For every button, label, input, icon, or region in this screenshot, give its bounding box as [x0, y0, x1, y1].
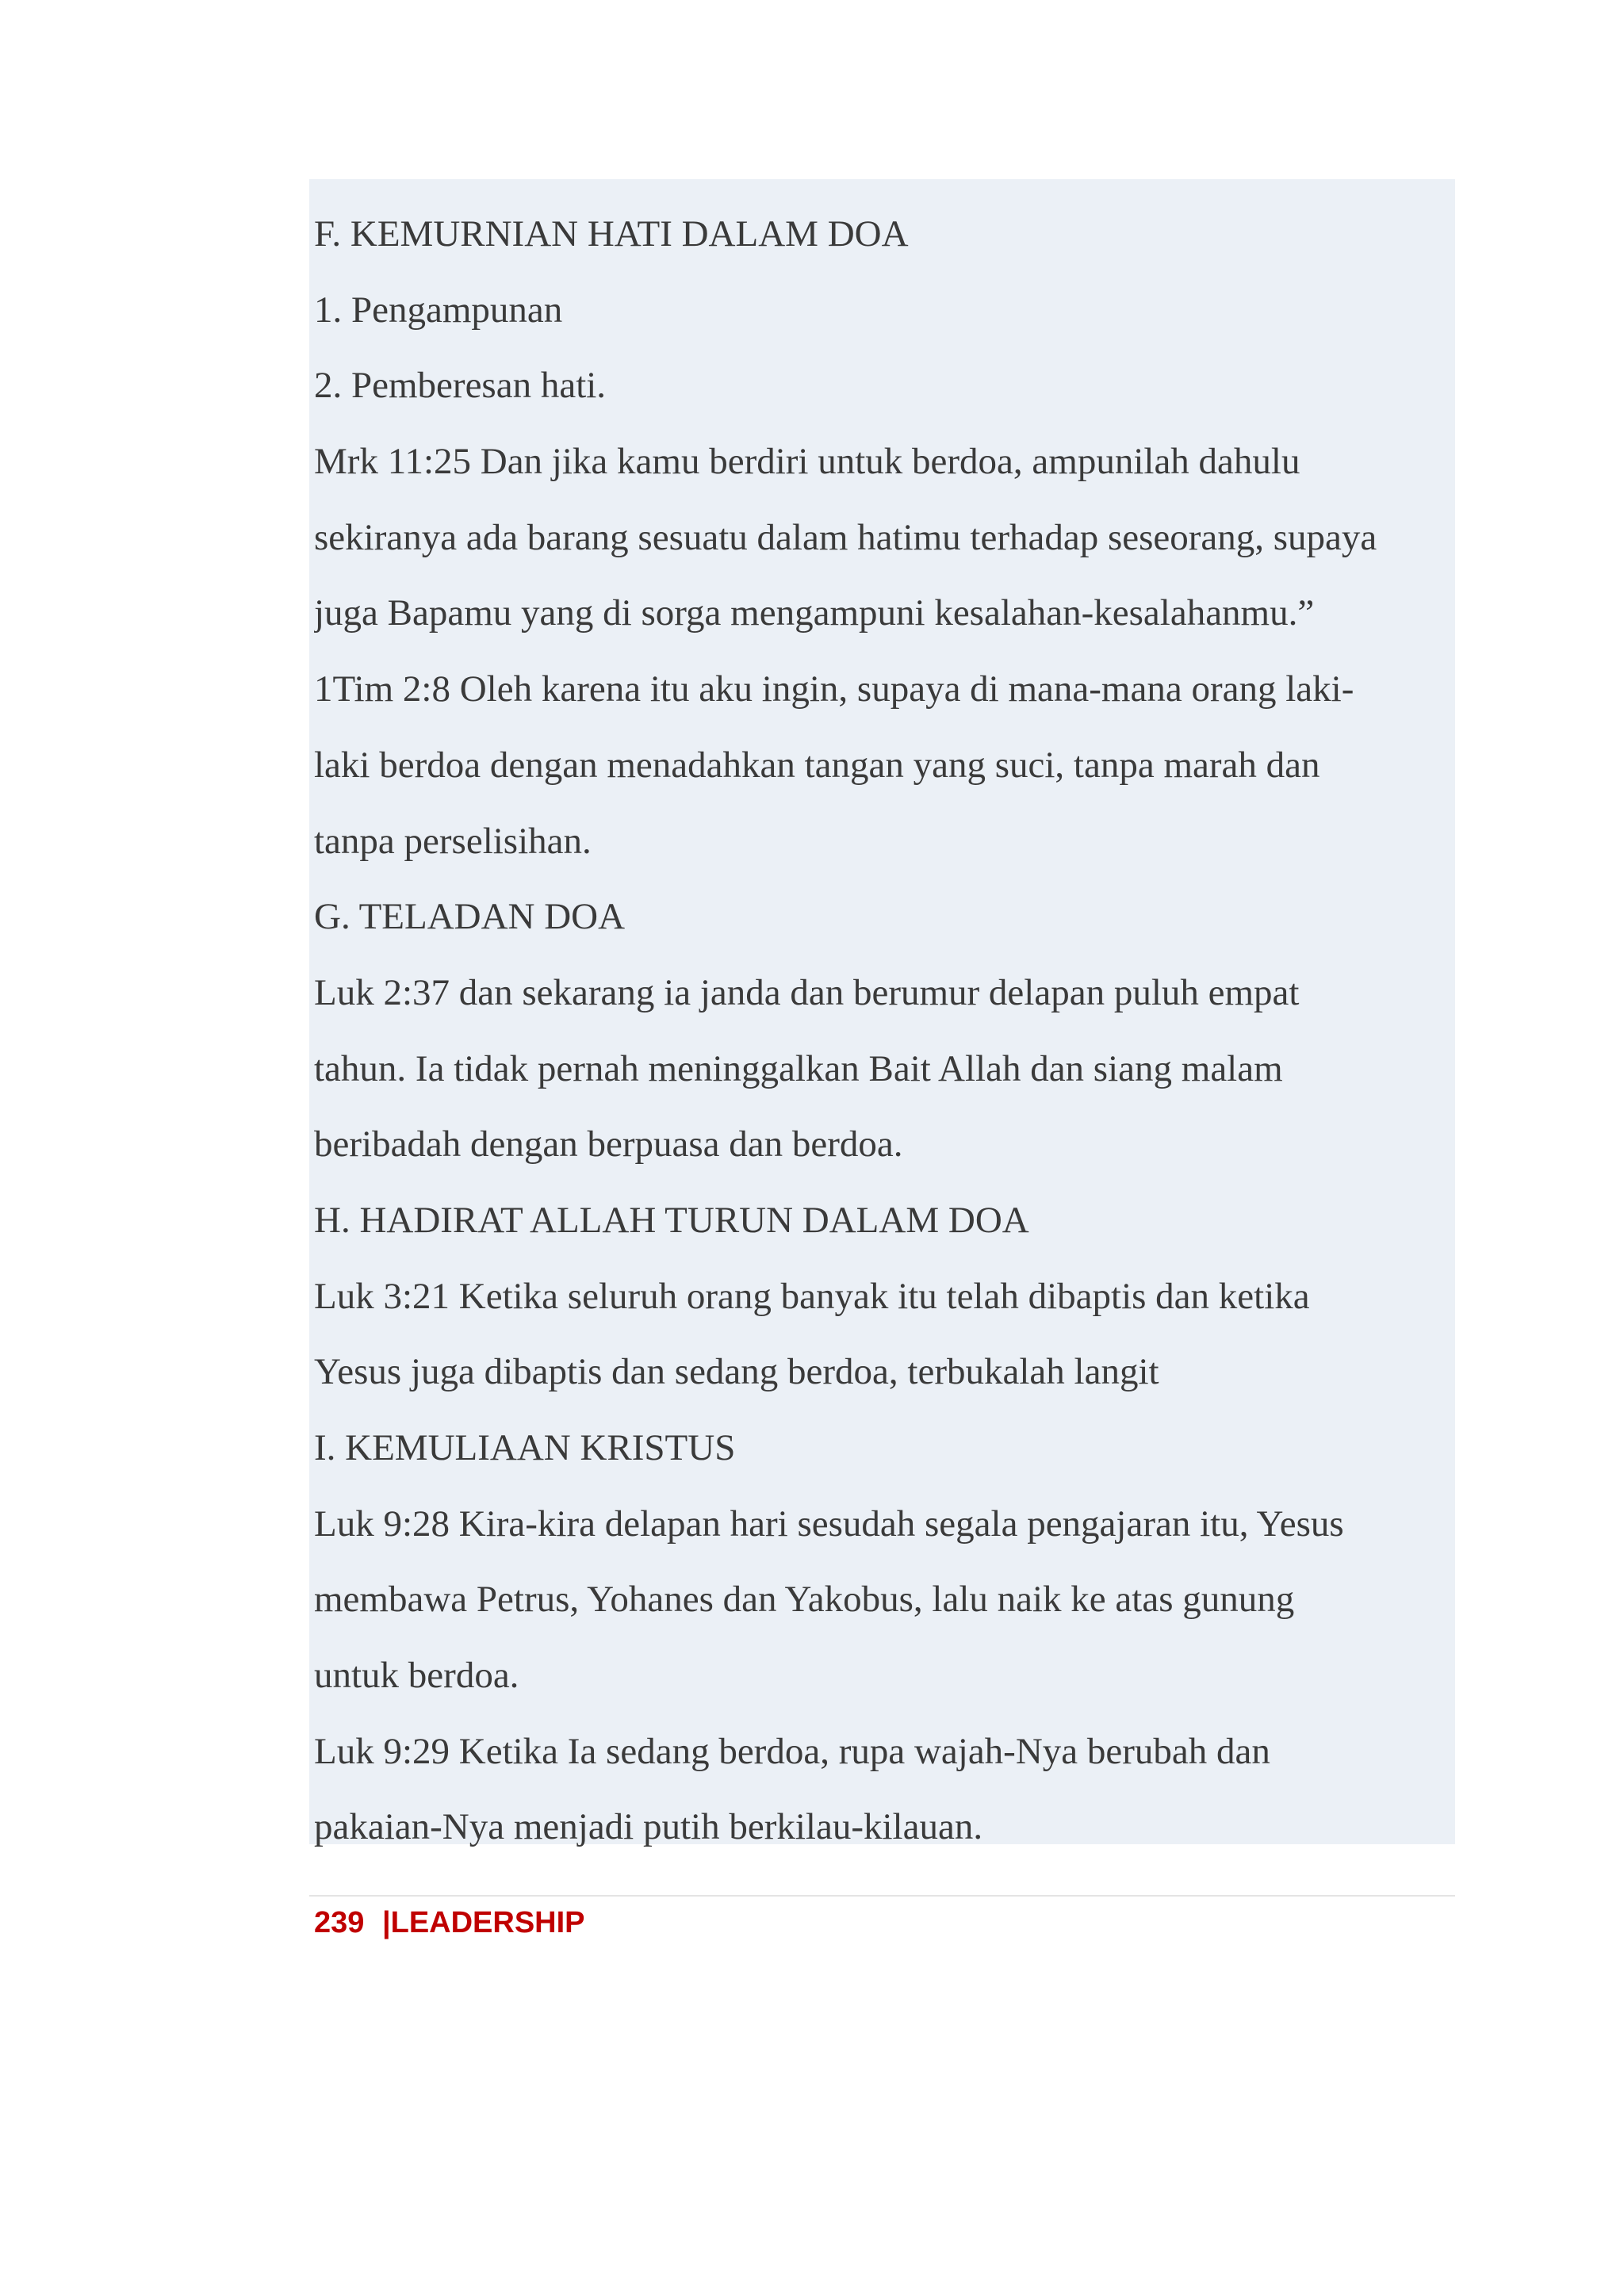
heading-g: G. TELADAN DOA: [314, 896, 626, 938]
text-line: laki berdoa dengan menadahkan tangan yang suci, tanpa marah dan: [314, 744, 1320, 786]
text-line: Yesus juga dibaptis dan sedang berdoa, terbukalah langit: [314, 1351, 1159, 1393]
text-line: pakaian-Nya menjadi putih berkilau-kilauan.: [314, 1806, 983, 1848]
text-line: juga Bapamu yang di sorga mengampuni kesalahan-kesalahanmu.”: [314, 592, 1315, 634]
text-line: 1Tim 2:8 Oleh karena itu aku ingin, supaya di mana-mana orang laki-: [314, 668, 1354, 710]
text-line: Luk 9:28 Kira-kira delapan hari sesudah segala pengajaran itu, Yesus: [314, 1503, 1344, 1545]
footer-separator: |: [381, 1906, 391, 1939]
text-line: sekiranya ada barang sesuatu dalam hatimu terhadap seseorang, supaya: [314, 516, 1377, 558]
book-title: LEADERSHIP: [390, 1906, 585, 1939]
text-line: membawa Petrus, Yohanes dan Yakobus, lalu naik ke atas gunung: [314, 1579, 1295, 1621]
page-number: 239: [314, 1906, 365, 1939]
page-footer: [314, 1903, 585, 1943]
text-line: untuk berdoa.: [314, 1655, 519, 1697]
heading-i: I. KEMULIAAN KRISTUS: [314, 1427, 736, 1468]
text-line: Luk 3:21 Ketika seluruh orang banyak itu telah dibaptis dan ketika: [314, 1275, 1310, 1317]
heading-f: F. KEMURNIAN HATI DALAM DOA: [314, 213, 909, 255]
body-text: [314, 197, 1448, 1866]
footer-divider: [309, 1895, 1455, 1897]
text-line: tahun. Ia tidak pernah meninggalkan Bait Allah dan siang malam: [314, 1047, 1283, 1089]
text-line: tanpa perselisihan.: [314, 820, 592, 862]
text-line: Luk 2:37 dan sekarang ia janda dan berumur delapan puluh empat: [314, 971, 1300, 1013]
text-line: Luk 9:29 Ketika Ia sedang berdoa, rupa wajah-Nya berubah dan: [314, 1730, 1270, 1772]
list-item: 2. Pemberesan hati.: [314, 365, 607, 407]
text-line: Mrk 11:25 Dan jika kamu berdiri untuk berdoa, ampunilah dahulu: [314, 441, 1300, 483]
heading-h: H. HADIRAT ALLAH TURUN DALAM DOA: [314, 1199, 1029, 1241]
text-line: beribadah dengan berpuasa dan berdoa.: [314, 1124, 903, 1166]
list-item: 1. Pengampunan: [314, 289, 563, 331]
